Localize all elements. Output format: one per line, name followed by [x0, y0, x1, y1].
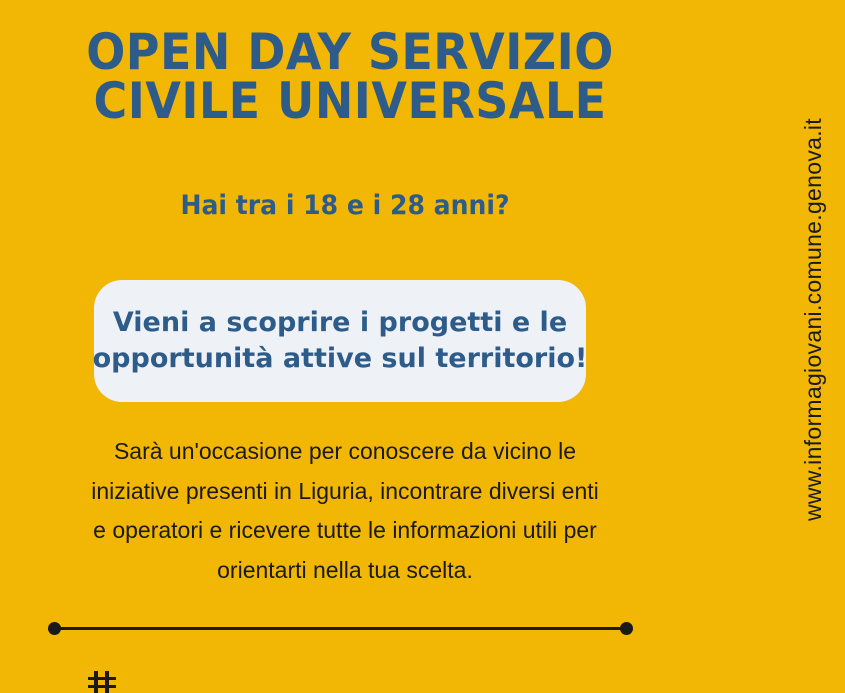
callout-line-2: opportunità attive sul territorio! — [92, 343, 588, 374]
body-line-4: orientarti nella tua scelta. — [217, 556, 473, 583]
glyph-bar-2 — [105, 671, 109, 693]
poster-headline — [28, 23, 672, 130]
glyph-bar-4 — [88, 685, 116, 688]
body-line-2: iniziative presenti in Liguria, incontrare diversi enti — [91, 477, 599, 504]
glyph-bar-3 — [88, 677, 116, 680]
divider-dot-left-icon — [48, 622, 61, 635]
divider-bar — [54, 627, 627, 630]
poster-body-text — [20, 432, 670, 590]
headline-line-2: CIVILE UNIVERSALE — [93, 72, 607, 130]
body-line-1: Sarà un'occasione per conoscere da vicino le — [113, 438, 577, 464]
divider-rule — [48, 622, 633, 636]
glyph-bar-1 — [94, 671, 98, 693]
poster-subheadline: Hai tra i 18 e i 28 anni? — [180, 190, 510, 221]
divider-dot-right-icon — [620, 622, 633, 635]
body-line-3: e operatori e ricevere tutte le informazioni utili per — [93, 517, 597, 544]
calendar-glyph-icon — [88, 663, 148, 693]
headline-line-1: OPEN DAY SERVIZIO — [86, 23, 614, 81]
callout-line-1: Vieni a scoprire i progetti e le — [112, 307, 568, 339]
website-url: www.informagiovani.comune.genova.it — [800, 118, 826, 521]
callout-box — [94, 280, 586, 402]
